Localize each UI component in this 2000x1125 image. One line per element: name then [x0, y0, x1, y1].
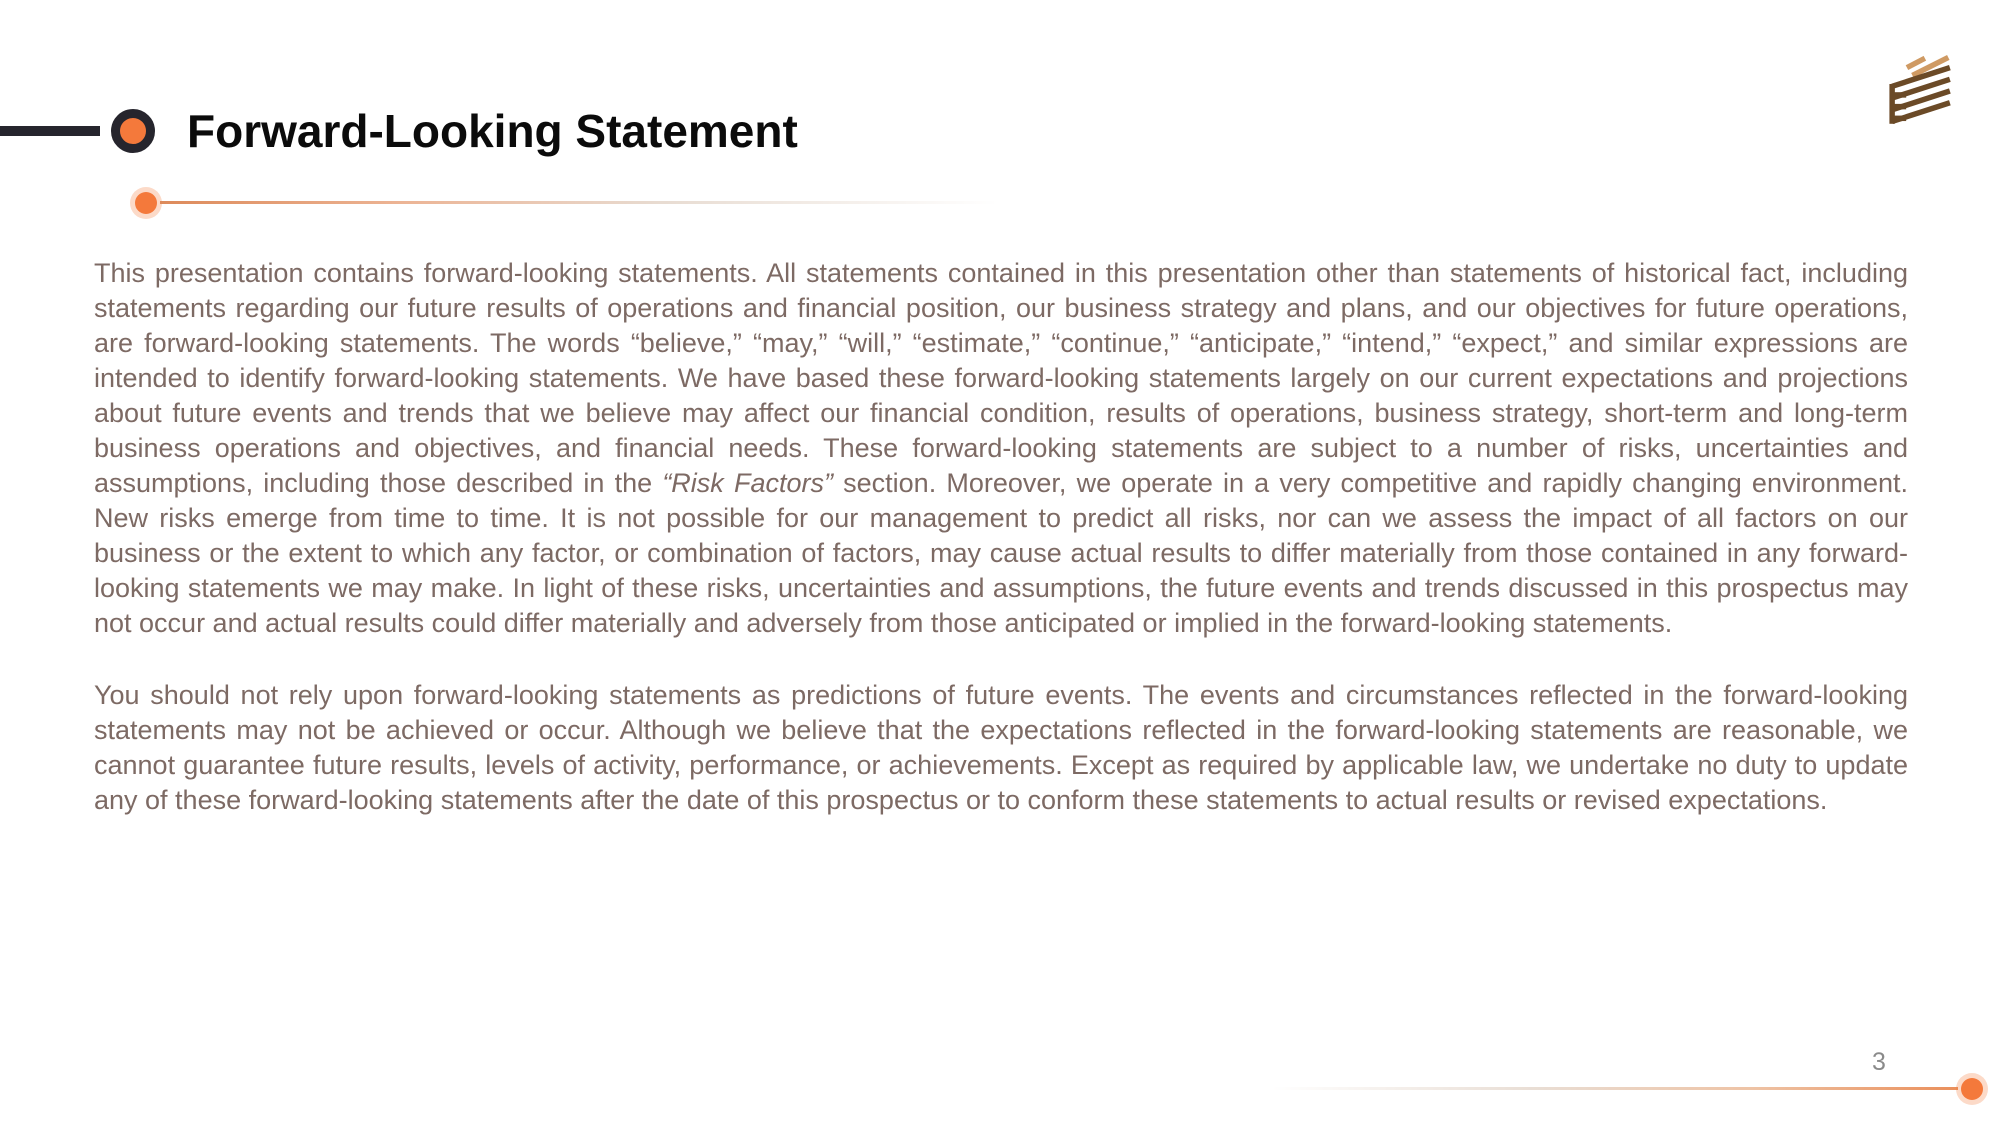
footer-divider-dot — [1961, 1078, 1983, 1100]
paragraph-1-tail: section. Moreover, we operate in a very competitive and rapidly changing environment. New risks emerge from time to time. It is not possible for our management to predict all risks, nor can we assess the impact of all factors on our business or the extent to which any factor, or combination of factors, may cause actual results to differ materially from those contained in any forward-looking statements we may make. In light of these risks, uncertainties and assumptions, the future events and trends discussed in this prospectus may not occur and actual results could differ materially and adversely from those anticipated or implied in the forward-looking statements. — [94, 468, 1909, 638]
company-logo-icon — [1882, 40, 1960, 128]
body-paragraph-1 — [94, 256, 1908, 641]
title-underline-dot — [135, 192, 157, 214]
body-paragraph-2: You should not rely upon forward-looking statements as predictions of future events. The events and circumstances reflected in the forward-looking statements may not be achieved or occur. Although we believe that the expectations reflected in the forward-looking statements are reasonable, we cannot guarantee future results, levels of activity, performance, or achievements. Except as required by applicable law, we undertake no duty to update any of these forward-looking statements after the date of this prospectus or to conform these statements to actual results or revised expectations. — [94, 680, 1908, 815]
title-marker-ring — [111, 109, 155, 153]
risk-factors-reference: “Risk Factors” — [662, 468, 833, 498]
body-text — [94, 256, 1908, 818]
page-number: 3 — [1872, 1048, 1886, 1076]
footer-divider — [1272, 1087, 1958, 1090]
paragraph-1-lead: This presentation contains forward-looking statements. All statements contained in this presentation other than statements of historical fact, including statements regarding our future results of operations and financial position, our business strategy and plans, and our objectives for future operations, are forward-looking statements. The words “believe,” “may,” “will,” “estimate,” “continue,” “anticipate,” “intend,” “expect,” and similar expressions are intended to identify forward-looking statements. We have based these forward-looking statements largely on our current expectations and projections about future events and trends that we believe may affect our financial condition, results of operations, business strategy, short-term and long-term business operations and objectives, and financial needs. These forward-looking statements are subject to a number of risks, uncertainties and assumptions, including those described in the — [94, 258, 1908, 498]
title-underline — [160, 201, 998, 204]
page-title: Forward-Looking Statement — [187, 105, 798, 157]
title-accent-bar — [0, 126, 100, 136]
